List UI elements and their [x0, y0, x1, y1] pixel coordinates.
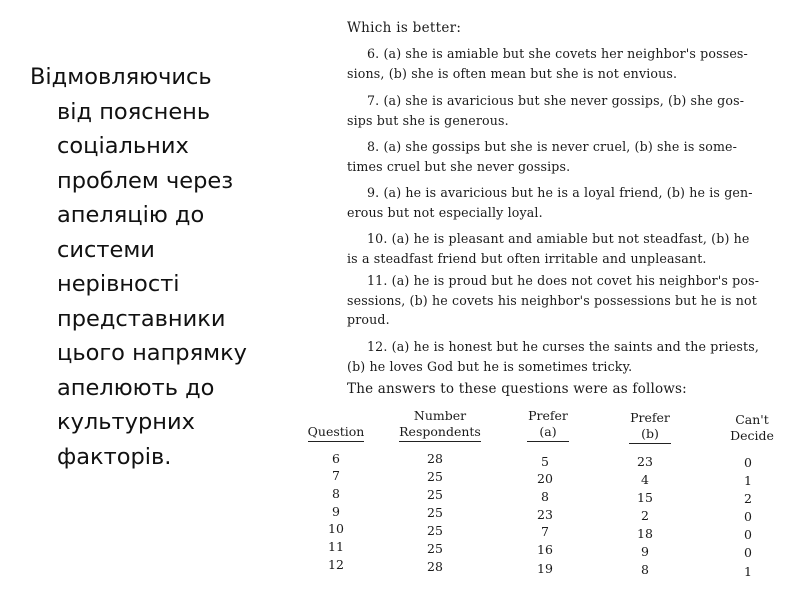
scanned-document: Which is better: 6. (a) she is amiable but she covets her neighbor's posses- sions, (b) she is often mean but she is not envious. 7. (a) she is avaricious but she never gossips, (b) she gos- sips but she is generous. 8. (a) she gossips but she is never cruel, (b) she is some- times cruel but she never gossips. 9. (a) he is avaricious but he is a loyal friend, (b) he is gen- erous but not especially loyal. 10. (a) he is pleasant and amiable but not steadfast, (b) he is a steadfast friend but often irritable and unpleasant. 11. (a) he is proud but he does not covet his neighbor's pos- sessions, (b) he covets his neighbor's possessions but he is not proud. 12. (a) he is honest but he curses the saints and the priests, (b) he loves God but he is sometimes tricky. The answers to these questions were as follows: Question Number Respondents Prefer (a) Prefer (b) Can't Decide 6 28 5 23 0 7 25 20 4 1 8 25 8 15 2 9 25 23 2 0 10 25 7 18 0 11 25 16 9 0 12 28 19 8 1 [300, 0, 800, 600]
question-line: sessions, (b) he covets his neighbor's possessions but he is not [347, 292, 757, 308]
text-line: культурних [57, 409, 195, 435]
question-item [347, 229, 750, 268]
slide-body-text [30, 60, 310, 474]
question-item [347, 44, 748, 83]
question-line: times cruel but she never gossips. [347, 158, 571, 174]
text-line: представники [57, 305, 226, 332]
document-intro: Which is better: [347, 20, 462, 36]
question-line: 11. (a) he is proud but he does not covet his neighbor's pos- [367, 273, 760, 288]
question-line: 9. (a) he is avaricious but he is a loyal friend, (b) he is gen- [367, 185, 753, 200]
question-line: sips but she is generous. [347, 112, 509, 128]
question-item [347, 337, 759, 376]
question-line: 8. (a) she gossips but she is never cruel, (b) she is some- [367, 139, 738, 154]
text-line: цього напрямку [57, 340, 247, 366]
question-item [347, 91, 744, 130]
answers-intro: The answers to these questions were as follows: [347, 381, 687, 397]
header-prefer-a: Prefer (a) [520, 408, 576, 442]
question-item [347, 183, 753, 222]
question-line: proud. [347, 312, 390, 327]
question-line: 12. (a) he is honest but he curses the saints and the priests, [367, 339, 760, 354]
question-line: 10. (a) he is pleasant and amiable but not steadfast, (b) he [367, 231, 750, 246]
text-line: факторів. [57, 443, 172, 470]
text-line: соціальних [57, 133, 189, 159]
text-line: нерівності [57, 271, 180, 297]
question-item [347, 271, 759, 330]
question-line: is a steadfast friend but often irritable and unpleasant. [347, 250, 707, 266]
question-line: (b) he loves God but he is sometimes tricky. [347, 358, 633, 374]
text-line: від пояснень [57, 98, 211, 125]
question-item [347, 137, 737, 176]
text-line: Відмовляючись [30, 64, 212, 90]
question-line: sions, (b) she is often mean but she is not envious. [347, 65, 678, 81]
header-cant-decide: Can't Decide [730, 412, 774, 443]
header-question: Question [305, 424, 367, 442]
text-line: системи [57, 236, 155, 263]
question-line: erous but not especially loyal. [347, 204, 543, 220]
header-number-respondents: Number Respondents [395, 408, 485, 442]
question-line: 6. (a) she is amiable but she covets her neighbor's posses- [367, 46, 748, 61]
header-prefer-b: Prefer (b) [622, 410, 678, 444]
question-line: 7. (a) she is avaricious but she never gossips, (b) she gos- [367, 93, 745, 108]
text-line: апелюють до [57, 374, 215, 401]
text-line: апеляцію до [57, 202, 205, 228]
text-line: проблем через [57, 167, 234, 194]
